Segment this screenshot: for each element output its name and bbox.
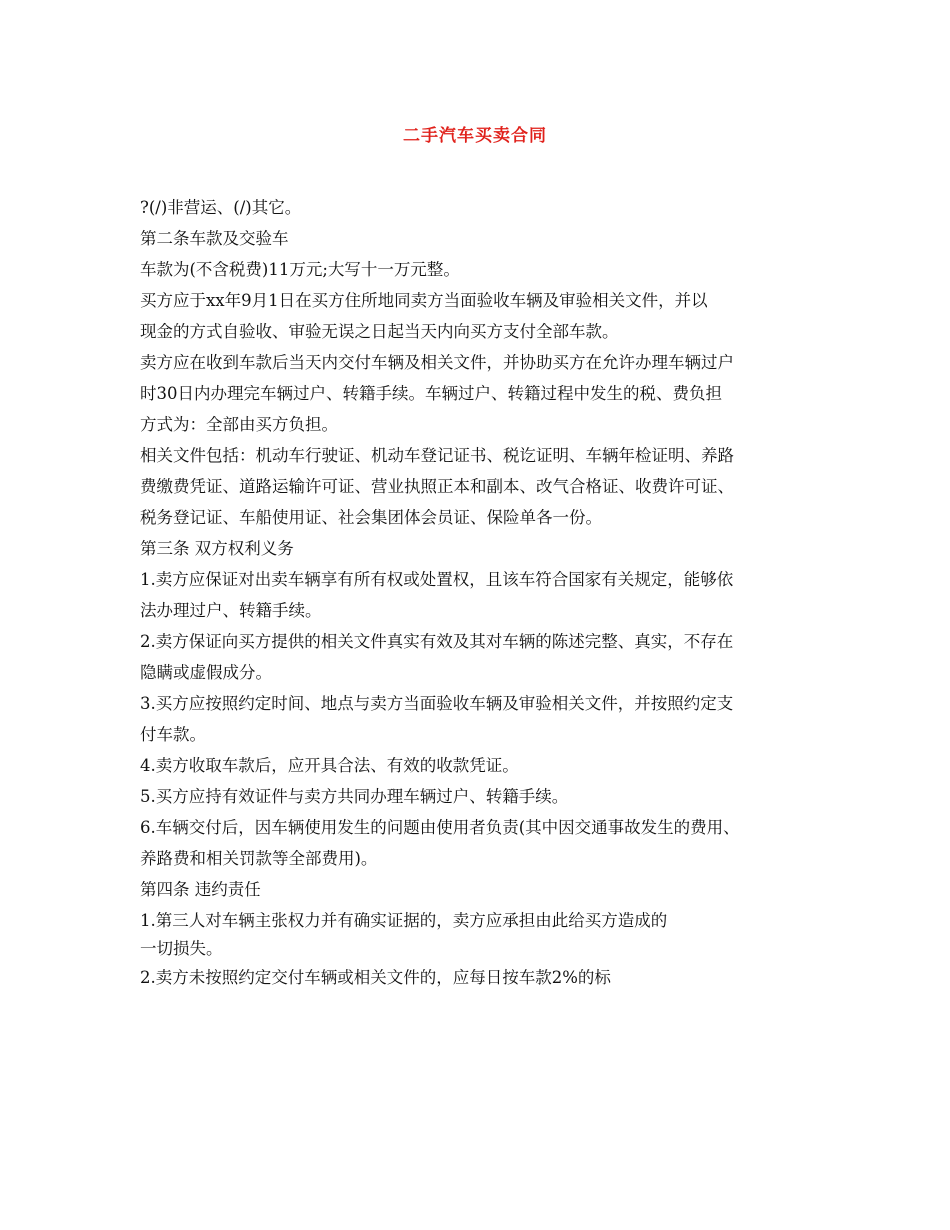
- paragraph-line: 方式为：全部由买方负担。: [140, 415, 338, 434]
- paragraph-line: 买方应于xx年9月1日在买方住所地同卖方当面验收车辆及审验相关文件，并以: [140, 291, 708, 310]
- paragraph-line: 相关文件包括：机动车行驶证、机动车登记证书、税讫证明、车辆年检证明、养路: [140, 446, 734, 465]
- paragraph-line: 5.买方应持有效证件与卖方共同办理车辆过户、转籍手续。: [140, 787, 569, 806]
- document-body: [140, 192, 830, 993]
- paragraph-line: 车款为(不含税费)11万元;大写十一万元整。: [140, 260, 460, 279]
- paragraph-line: 4.卖方收取车款后，应开具合法、有效的收款凭证。: [140, 756, 519, 775]
- paragraph-line: 一切损失。: [140, 939, 223, 958]
- paragraph-line: 法办理过户、转籍手续。: [140, 601, 322, 620]
- paragraph-line: 1.第三人对车辆主张权力并有确实证据的，卖方应承担由此给买方造成的: [140, 911, 668, 930]
- paragraph-line: 2.卖方未按照约定交付车辆或相关文件的，应每日按车款2%的标: [140, 968, 611, 987]
- paragraph-line: 卖方应在收到车款后当天内交付车辆及相关文件，并协助买方在允许办理车辆过户: [140, 353, 734, 372]
- paragraph-line: 隐瞒或虚假成分。: [140, 663, 272, 682]
- section-heading: 第三条 双方权利义务: [140, 539, 294, 558]
- paragraph-line: 3.买方应按照约定时间、地点与卖方当面验收车辆及审验相关文件，并按照约定支: [140, 694, 734, 713]
- section-heading: 第二条车款及交验车: [140, 229, 289, 248]
- paragraph-line: 时30日内办理完车辆过户、转籍手续。车辆过户、转籍过程中发生的税、费负担: [140, 384, 722, 403]
- paragraph-line: 1.卖方应保证对出卖车辆享有所有权或处置权，且该车符合国家有关规定，能够依: [140, 570, 734, 589]
- paragraph-line: ?(/)非营运、(/)其它。: [140, 198, 302, 217]
- paragraph-line: 税务登记证、车船使用证、社会集团体会员证、保险单各一份。: [140, 508, 602, 527]
- paragraph-line: 2.卖方保证向买方提供的相关文件真实有效及其对车辆的陈述完整、真实，不存在: [140, 632, 734, 651]
- document-title: 二手汽车买卖合同: [403, 126, 547, 146]
- paragraph-line: 费缴费凭证、道路运输许可证、营业执照正本和副本、改气合格证、收费许可证、: [140, 477, 734, 496]
- paragraph-line: 现金的方式自验收、审验无误之日起当天内向买方支付全部车款。: [140, 322, 619, 341]
- paragraph-line: 养路费和相关罚款等全部费用)。: [140, 849, 378, 868]
- paragraph-line: 6.车辆交付后，因车辆使用发生的问题由使用者负责(其中因交通事故发生的费用、: [140, 818, 740, 837]
- paragraph-line: 付车款。: [140, 725, 206, 744]
- section-heading: 第四条 违约责任: [140, 880, 261, 899]
